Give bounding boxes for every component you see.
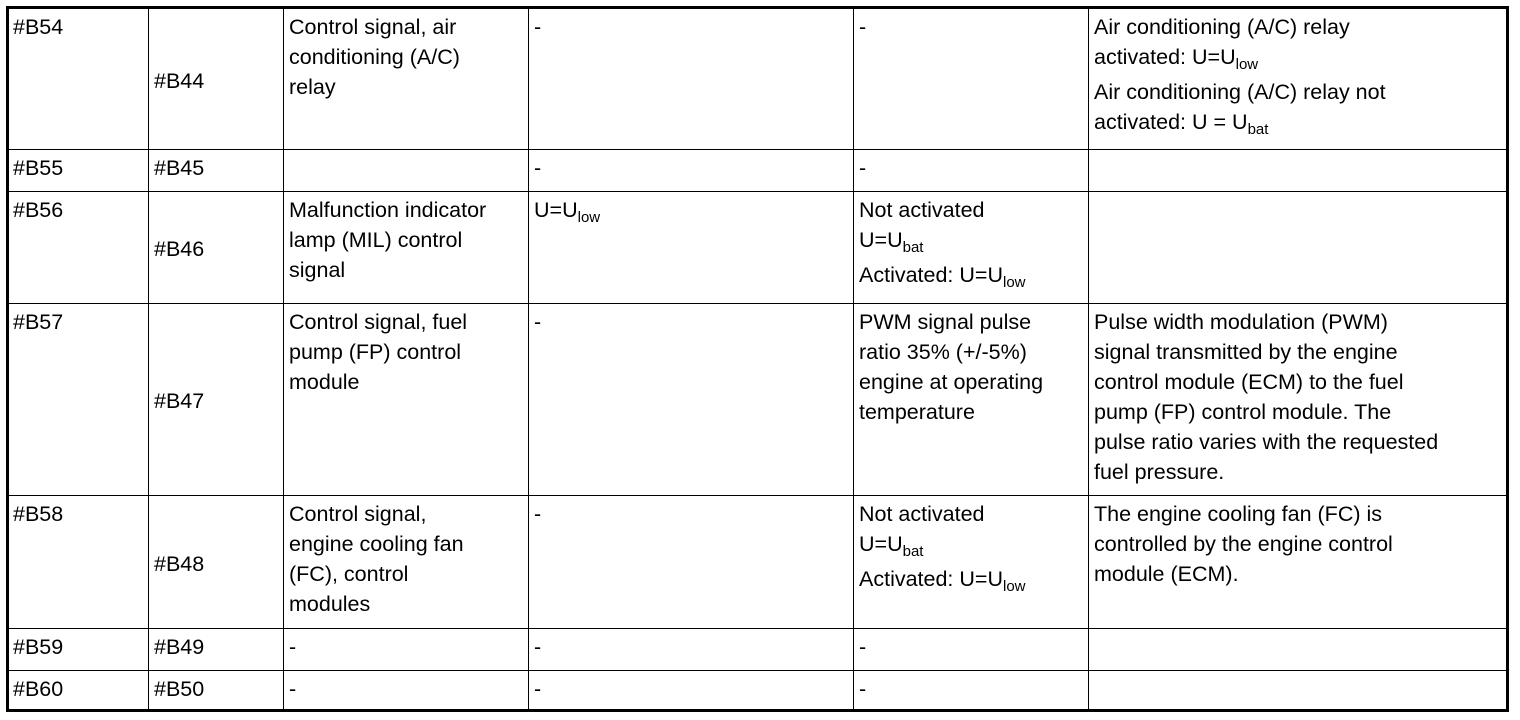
- table-row: [8, 150, 1508, 192]
- description-line: modules: [289, 592, 371, 616]
- value2-cell: [854, 304, 1089, 496]
- description-line: conditioning (A/C): [289, 45, 460, 69]
- description-cell: -: [284, 671, 529, 711]
- value2-cell: -: [854, 8, 1089, 150]
- pin-table: [6, 6, 1509, 712]
- notes-line: pulse ratio varies with the requested: [1094, 430, 1439, 454]
- value2-cell: -: [854, 629, 1089, 671]
- value1-cell: -: [529, 304, 854, 496]
- notes-cell: [1089, 150, 1508, 192]
- description-line: Control signal, fuel: [289, 310, 468, 334]
- pin-b-cell: #B57: [8, 304, 149, 496]
- description-line: module: [289, 370, 360, 394]
- value-line: engine at operating: [859, 370, 1044, 394]
- description-line: lamp (MIL) control: [289, 228, 463, 252]
- description-line: signal: [289, 258, 346, 282]
- description-cell: [284, 192, 529, 304]
- value2-cell: -: [854, 671, 1089, 711]
- table-row: [8, 192, 1508, 304]
- description-cell: [284, 150, 529, 192]
- value1-cell: [529, 192, 854, 304]
- pin-b-cell: #B55: [8, 150, 149, 192]
- pin-a-cell: #B44: [149, 8, 284, 150]
- notes-line: The engine cooling fan (FC) is: [1094, 502, 1383, 526]
- notes-line: module (ECM).: [1094, 562, 1239, 586]
- notes-cell: [1089, 8, 1508, 150]
- notes-line: Air conditioning (A/C) relay: [1094, 15, 1350, 39]
- table-row: [8, 304, 1508, 496]
- description-cell: [284, 304, 529, 496]
- pin-b-cell: #B60: [8, 671, 149, 711]
- description-line: Malfunction indicator: [289, 198, 487, 222]
- value-line: $U=U_{low}$: [534, 198, 601, 226]
- notes-line: Air conditioning (A/C) relay not: [1094, 80, 1386, 104]
- table-row: [8, 496, 1508, 629]
- value1-cell: -: [529, 496, 854, 629]
- value2-cell: -: [854, 150, 1089, 192]
- value-line: Activated: $U=U_{low}$: [859, 263, 1026, 291]
- value1-cell: -: [529, 150, 854, 192]
- notes-line: control module (ECM) to the fuel: [1094, 370, 1404, 394]
- pin-a-cell: #B45: [149, 150, 284, 192]
- description-cell: [284, 496, 529, 629]
- description-line: Control signal,: [289, 502, 427, 526]
- notes-cell: [1089, 496, 1508, 629]
- value-line: PWM signal pulse: [859, 310, 1032, 334]
- notes-line: signal transmitted by the engine: [1094, 340, 1398, 364]
- value1-cell: -: [529, 629, 854, 671]
- value-line: Activated: $U=U_{low}$: [859, 567, 1026, 595]
- pin-a-cell: #B47: [149, 304, 284, 496]
- pin-b-cell: #B54: [8, 8, 149, 150]
- notes-line: controlled by the engine control: [1094, 532, 1393, 556]
- value-line: $U=U_{bat}$: [859, 532, 924, 560]
- table-row: [8, 8, 1508, 150]
- table-row: [8, 671, 1508, 711]
- description-line: (FC), control: [289, 562, 409, 586]
- description-cell: [284, 8, 529, 150]
- notes-cell: [1089, 671, 1508, 711]
- value1-cell: -: [529, 671, 854, 711]
- pin-b-cell: #B56: [8, 192, 149, 304]
- description-line: pump (FP) control: [289, 340, 462, 364]
- description-cell: -: [284, 629, 529, 671]
- value1-cell: -: [529, 8, 854, 150]
- notes-line: activated: $U=U_{low}$: [1094, 45, 1259, 73]
- value2-cell: [854, 496, 1089, 629]
- value-line: $U=U_{bat}$: [859, 228, 924, 256]
- notes-line: fuel pressure.: [1094, 460, 1225, 484]
- notes-line: pump (FP) control module. The: [1094, 400, 1392, 424]
- notes-cell: [1089, 304, 1508, 496]
- value-line: Not activated: [859, 502, 985, 526]
- pin-a-cell: #B50: [149, 671, 284, 711]
- value-line: ratio 35% (+/-5%): [859, 340, 1027, 364]
- pin-a-cell: #B46: [149, 192, 284, 304]
- notes-cell: [1089, 629, 1508, 671]
- value2-cell: [854, 192, 1089, 304]
- table-row: [8, 629, 1508, 671]
- description-line: relay: [289, 75, 336, 99]
- pin-a-cell: #B48: [149, 496, 284, 629]
- pin-a-cell: #B49: [149, 629, 284, 671]
- value-line: temperature: [859, 400, 975, 424]
- pin-b-cell: #B58: [8, 496, 149, 629]
- notes-cell: [1089, 192, 1508, 304]
- notes-line: activated: $U = U_{bat}$: [1094, 110, 1269, 138]
- pin-b-cell: #B59: [8, 629, 149, 671]
- description-line: engine cooling fan: [289, 532, 464, 556]
- description-line: Control signal, air: [289, 15, 457, 39]
- notes-line: Pulse width modulation (PWM): [1094, 310, 1388, 334]
- value-line: Not activated: [859, 198, 985, 222]
